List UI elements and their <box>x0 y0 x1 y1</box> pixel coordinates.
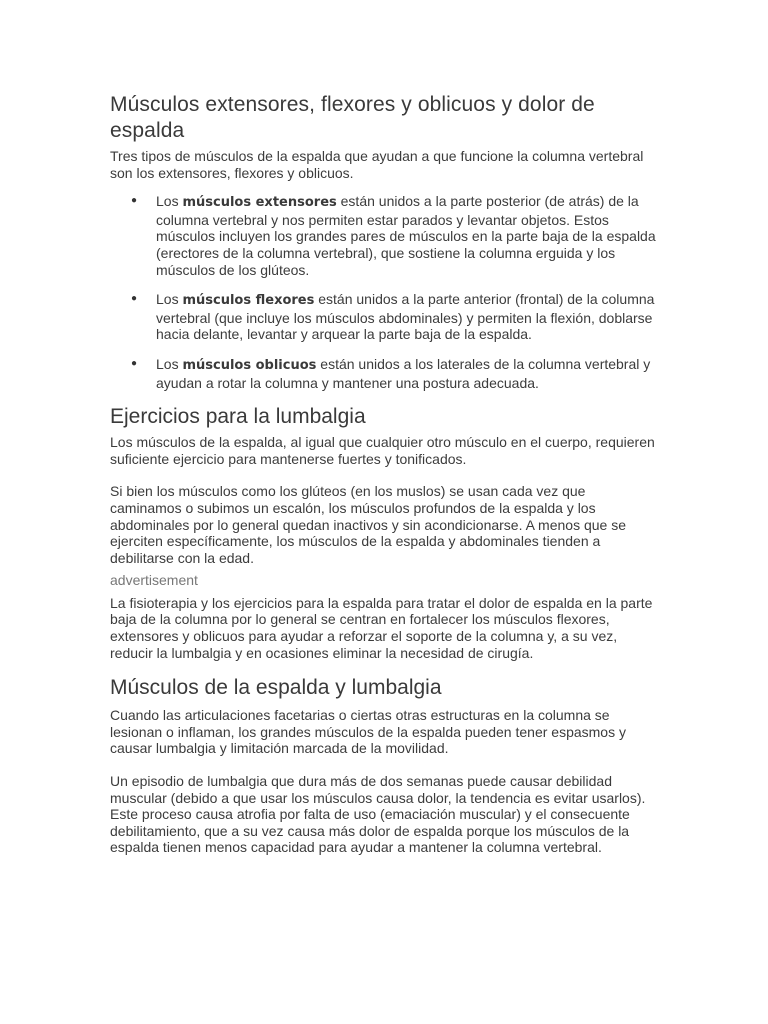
paragraph-ejercicio: Los músculos de la espalda, al igual que cualquier otro músculo en el cuerpo, requieren suficiente ejercicio para mantenerse fuertes y tonificados. <box>110 434 655 467</box>
item-description: están unidos a los laterales de la columna vertebral y ayudan a rotar la columna y mantener una postura adecuada. <box>156 355 651 391</box>
document-page <box>110 92 658 856</box>
heading-musculos-lumbalgia: Músculos de la espalda y lumbalgia <box>110 676 442 700</box>
paragraph-episodio: Un episodio de lumbalgia que dura más de dos semanas puede causar debilidad muscular (debido a que usar los músculos causa dolor, la tendencia es evitar usarlos). Este proceso causa atrofia por falta de uso (emaciación muscular) y el consecuente debilitamiento, que a su vez causa más dolor de espalda porque los músculos de la espalda tienen menos capacidad para ayudar a mantener la columna vertebral. <box>110 773 646 856</box>
item-term: músculos flexores <box>182 293 315 309</box>
bullet-icon: ● <box>131 195 138 207</box>
bullet-icon: ● <box>131 293 138 305</box>
item-prefix: Los <box>156 193 183 210</box>
muscle-types-list <box>110 193 658 391</box>
item-description: están unidos a la parte posterior (de atrás) de la columna vertebral y nos permiten estar parados y levantar objetos. Estos músculos incluyen los grandes pares de músculos en la parte baja de la espalda (erectores de la columna vertebral), que sostiene la columna erguida y los músculos de los glúteos. <box>156 193 656 278</box>
advertisement-label: advertisement <box>110 572 198 589</box>
paragraph-gluteos: Si bien los músculos como los glúteos (en los muslos) se usan cada vez que caminamos o subimos un escalón, los músculos profundos de la espalda y los abdominales por lo general quedan inactivos y sin acondicionarse. A menos que se ejerciten específicamente, los músculos de la espalda y abdominales tienden a debilitarse con la edad. <box>110 483 626 566</box>
paragraph-articulaciones: Cuando las articulaciones facetarias o ciertas otras estructuras en la columna se lesionan o inflaman, los grandes músculos de la espalda pueden tener espasmos y causar lumbalgia y limitación marcada de la movilidad. <box>110 707 626 757</box>
item-prefix: Los <box>156 291 183 308</box>
item-term: músculos oblicuos <box>182 357 317 373</box>
list-item-extensores <box>110 193 658 278</box>
list-item-oblicuos <box>110 356 658 391</box>
item-term: músculos extensores <box>182 195 337 211</box>
list-item-flexores <box>110 291 658 343</box>
paragraph-fisioterapia: La fisioterapia y los ejercicios para la espalda para tratar el dolor de espalda en la parte baja de la columna por lo general se centran en fortalecer los músculos flexores, extensores y oblicuos para ayudar a reforzar el soporte de la columna y, a su vez, reducir la lumbalgia y en ocasiones eliminar la necesidad de cirugía. <box>110 594 653 661</box>
item-prefix: Los <box>156 355 183 372</box>
item-description: están unidos a la parte anterior (frontal) de la columna vertebral (que incluye los músculos abdominales) y permiten la flexión, doblarse hacia delante, levantar y arquear la parte baja de la espalda. <box>156 291 655 343</box>
heading-ejercicios: Ejercicios para la lumbalgia <box>110 405 366 429</box>
intro-paragraph: Tres tipos de músculos de la espalda que ayudan a que funcione la columna vertebral son los extensores, flexores y oblicuos. <box>110 148 644 181</box>
heading-extensores-flexores-oblicuos: Músculos extensores, flexores y oblicuos y dolor de espalda <box>110 93 595 142</box>
bullet-icon: ● <box>131 357 138 369</box>
